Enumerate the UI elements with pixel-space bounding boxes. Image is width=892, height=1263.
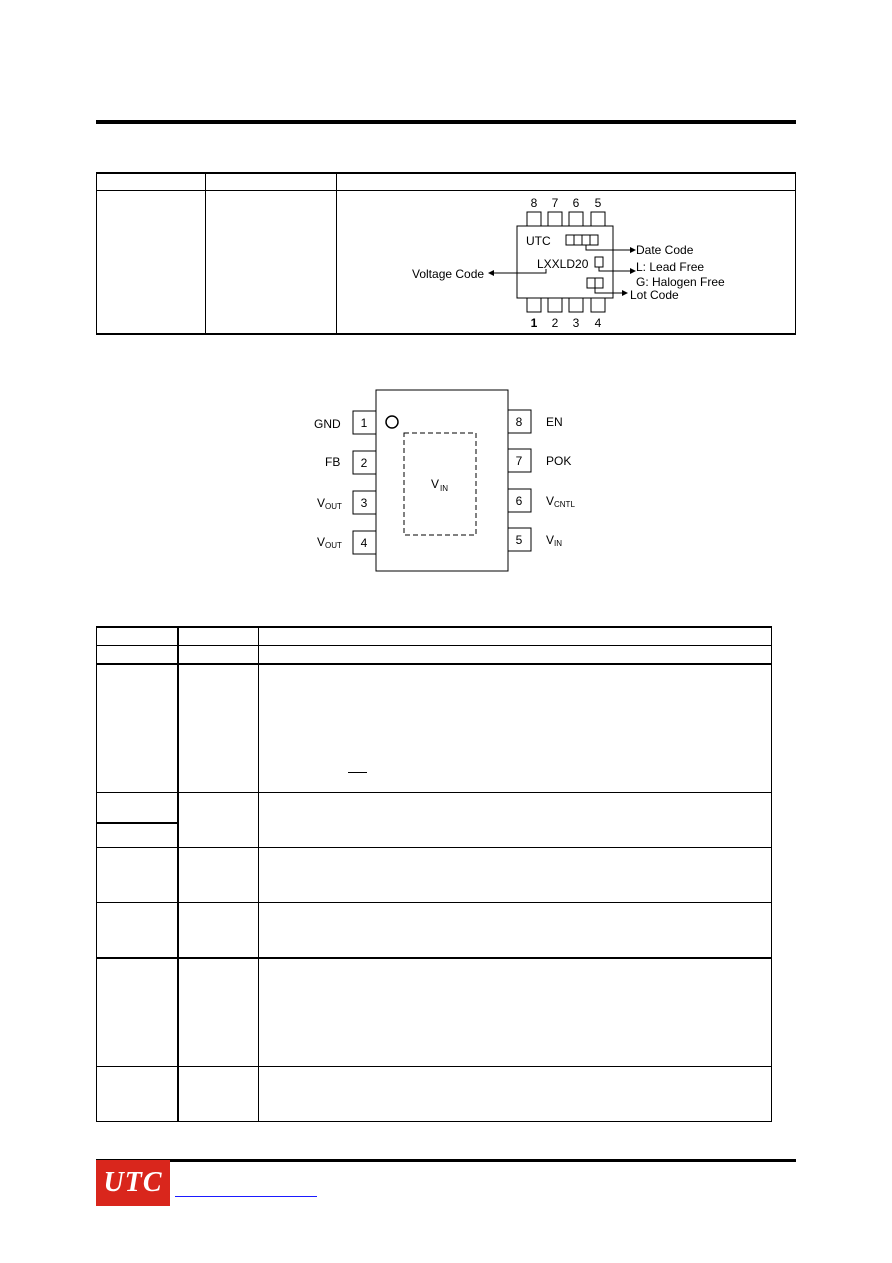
marking-bottom-pins <box>527 298 605 330</box>
pin-configuration-diagram <box>300 380 600 580</box>
marking-pin-label: 6 <box>572 196 580 210</box>
marking-pin-label: 4 <box>594 316 602 330</box>
marking-pin-label: 7 <box>551 196 559 210</box>
pin-description-table <box>96 626 772 1122</box>
pin-number: 3 <box>360 496 368 510</box>
marking-chip-line1: UTC <box>526 234 551 248</box>
marking-pin-label: 1 <box>530 316 538 330</box>
pin-number: 7 <box>515 454 523 468</box>
pin-name-sub: IN <box>554 539 562 548</box>
pin-name: EN <box>546 415 563 429</box>
header-rule <box>96 120 796 124</box>
marking-top-pins <box>527 196 605 226</box>
label-voltage-code: Voltage Code <box>412 267 485 281</box>
pad-label: V <box>431 477 440 491</box>
label-lot-code: Lot Code <box>630 288 679 302</box>
pin-name: GND <box>314 417 341 431</box>
pin-name: POK <box>546 454 572 468</box>
pin-number: 6 <box>515 494 523 508</box>
pin-name-sub: OUT <box>325 502 342 511</box>
marking-pin-label: 8 <box>530 196 538 210</box>
pin-name: V <box>317 535 326 549</box>
pin-name-sub: OUT <box>325 541 342 550</box>
pin-number: 5 <box>515 533 523 547</box>
overline-mark <box>348 772 367 773</box>
pin1-marker <box>386 416 398 428</box>
marking-pin-label: 3 <box>572 316 580 330</box>
marking-pin-label: 5 <box>594 196 602 210</box>
marking-chip-line2: LXXLD20 <box>537 257 589 271</box>
pad-label-sub: IN <box>440 484 448 493</box>
pin-name: FB <box>325 455 341 469</box>
pin-name-sub: CNTL <box>554 500 575 509</box>
label-halogen-free: G: Halogen Free <box>636 275 725 289</box>
utc-logo-text: UTC <box>103 1167 163 1198</box>
marking-pin-label: 2 <box>551 316 559 330</box>
utc-logo <box>96 1160 170 1206</box>
pin-name: V <box>546 494 555 508</box>
pin-number: 8 <box>515 415 523 429</box>
pin-number: 2 <box>360 456 368 470</box>
pin-name: V <box>546 533 555 547</box>
marking-diagram <box>400 192 740 332</box>
pin-number: 1 <box>360 416 368 430</box>
footer-rule <box>96 1159 796 1162</box>
website-link[interactable] <box>175 1180 317 1197</box>
pin-number: 4 <box>360 536 368 550</box>
label-date-code: Date Code <box>636 243 694 257</box>
pin-name: V <box>317 496 326 510</box>
label-lead-free: L: Lead Free <box>636 260 705 274</box>
